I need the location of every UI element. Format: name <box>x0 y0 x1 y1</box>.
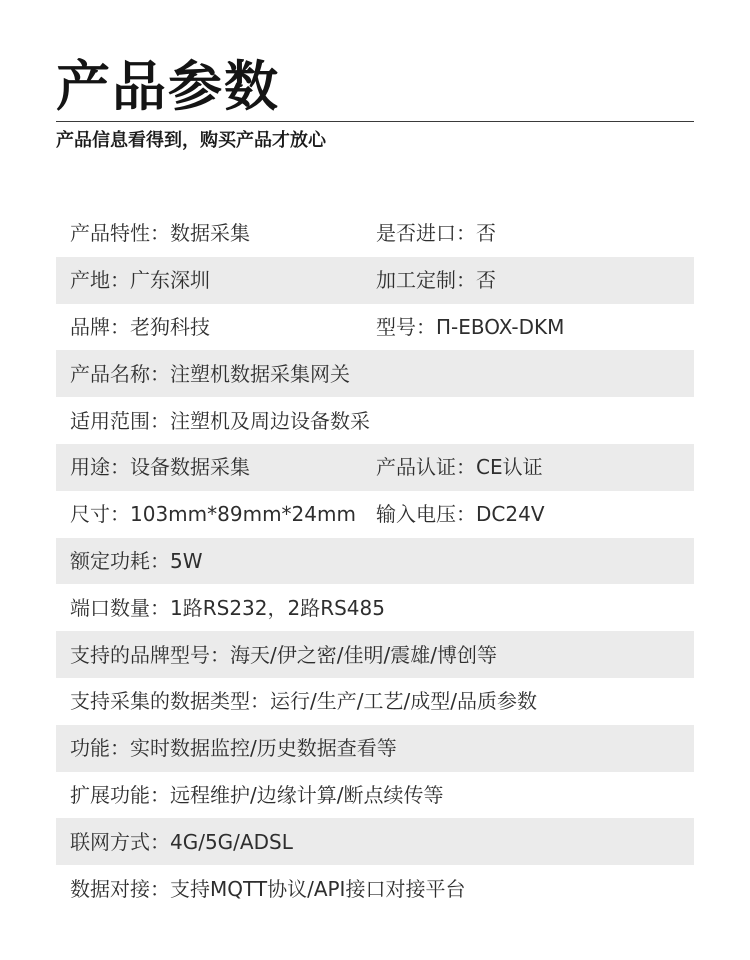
spec-usage: 用途：设备数据采集 <box>70 455 250 480</box>
spec-row <box>56 772 694 819</box>
spec-row <box>56 584 694 631</box>
page-subtitle: 产品信息看得到，购买产品才放心 <box>56 130 326 151</box>
spec-functions: 功能：实时数据监控/历史数据查看等 <box>70 736 397 761</box>
spec-row <box>56 678 694 725</box>
spec-dimensions: 尺寸：103mm*89mm*24mm <box>70 502 356 527</box>
spec-product-feature: 产品特性：数据采集 <box>70 221 250 246</box>
spec-row <box>56 818 694 865</box>
spec-network: 联网方式：4G/5G/ADSL <box>70 829 293 854</box>
spec-row <box>56 257 694 304</box>
spec-row <box>56 538 694 585</box>
page-title: 产品参数 <box>56 55 280 118</box>
spec-row <box>56 444 694 491</box>
spec-input-voltage: 输入电压：DC24V <box>376 502 545 527</box>
spec-application-scope: 适用范围：注塑机及周边设备数采 <box>70 408 370 433</box>
spec-rated-power: 额定功耗：5W <box>70 548 203 573</box>
spec-row <box>56 491 694 538</box>
spec-imported: 是否进口：否 <box>376 221 496 246</box>
spec-product-name: 产品名称：注塑机数据采集网关 <box>70 361 350 386</box>
spec-model: 型号：Π-EBOX-DKM <box>376 314 565 339</box>
spec-port-count: 端口数量：1路RS232，2路RS485 <box>70 595 385 620</box>
spec-table <box>56 210 694 912</box>
spec-origin: 产地：广东深圳 <box>70 268 210 293</box>
spec-row <box>56 725 694 772</box>
spec-certification: 产品认证：CE认证 <box>376 455 543 480</box>
spec-customization: 加工定制：否 <box>376 268 496 293</box>
spec-row <box>56 631 694 678</box>
spec-row <box>56 865 694 912</box>
spec-brand: 品牌：老狗科技 <box>70 314 210 339</box>
spec-row <box>56 210 694 257</box>
spec-extended-functions: 扩展功能：远程维护/边缘计算/断点续传等 <box>70 782 444 807</box>
title-divider <box>56 121 694 122</box>
spec-row <box>56 350 694 397</box>
spec-row <box>56 304 694 351</box>
spec-data-types: 支持采集的数据类型：运行/生产/工艺/成型/品质参数 <box>70 689 537 714</box>
spec-data-integration: 数据对接：支持MQTT协议/API接口对接平台 <box>70 876 466 901</box>
spec-row <box>56 397 694 444</box>
spec-supported-brands: 支持的品牌型号：海天/伊之密/佳明/震雄/博创等 <box>70 642 497 667</box>
